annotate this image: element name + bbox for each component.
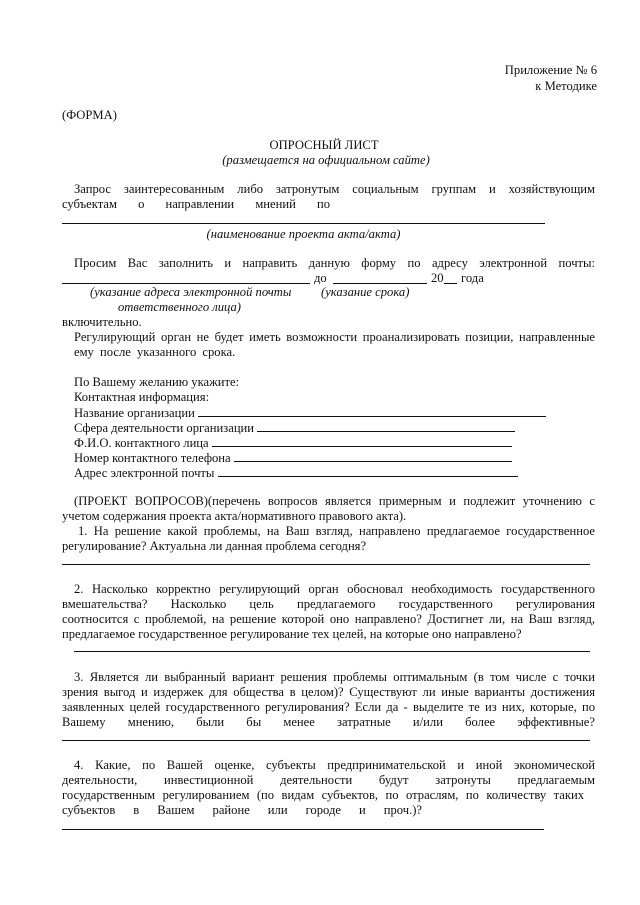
answer-2-field[interactable] xyxy=(74,651,590,652)
contact-field-org xyxy=(74,405,546,421)
activity-sphere-input[interactable] xyxy=(257,420,515,432)
contact-field-label: Ф.И.О. контактного лица xyxy=(74,436,209,450)
request-line-1: Запрос заинтересованным либо затронутым социальным группам и хозяйствующим xyxy=(74,182,595,196)
project-name-caption: (наименование проекта акта/акта) xyxy=(206,227,401,241)
contact-field-phone xyxy=(74,450,512,466)
project-name-field[interactable] xyxy=(62,223,545,224)
contact-field-name xyxy=(74,435,512,451)
question-4-line-3: государственным регулированием (по видам субъектов, по отраслям, по количеству таких xyxy=(62,788,584,802)
questions-intro-2: учетом содержания проекта акта/нормативного правового акта). xyxy=(62,509,407,523)
page-subtitle: (размещается на официальном сайте) xyxy=(222,153,430,167)
question-2-line-4: предлагаемое государственное регулирование тех целей, на которые оно направлено? xyxy=(62,627,522,641)
contact-field-label: Номер контактного телефона xyxy=(74,451,231,465)
year-field[interactable] xyxy=(444,283,457,284)
question-4-line-4: субъектов в Вашем районе или городе и проч.)? xyxy=(62,803,422,817)
question-1-line-1: 1. На решение какой проблемы, на Ваш взгляд, направлено предлагаемое государственное xyxy=(78,524,595,538)
contact-field-email xyxy=(74,465,518,481)
question-1-line-2: регулирование? Актуальна ли данная проблема сегодня? xyxy=(62,539,367,553)
question-3-line-3: заявленных целей государственного регулирования? Если да - выделите те из них, которые, по xyxy=(62,700,595,714)
question-4-line-2: деятельности, инвестиционной деятельности будут затронуты предлагаемым xyxy=(62,773,595,787)
email-caption-2: ответственного лица) xyxy=(118,300,241,314)
page-title: ОПРОСНЫЙ ЛИСТ xyxy=(269,138,379,152)
question-2-line-1: 2. Насколько корректно регулирующий орган обосновал необходимость государственного xyxy=(74,582,595,596)
answer-3-field[interactable] xyxy=(62,740,590,741)
until-label: до xyxy=(314,271,327,285)
question-4-line-1: 4. Какие, по Вашей оценке, субъекты предпринимательской и иной экономической xyxy=(74,758,595,772)
question-2-line-3: соотносится с проблемой, на решение которой оно направлено? Достигнет ли, на Ваш взгляд, xyxy=(62,612,595,626)
appendix-label: Приложение № 6 xyxy=(504,63,597,77)
contact-field-sphere xyxy=(74,420,515,436)
method-label: к Методике xyxy=(535,79,597,93)
answer-1-field[interactable] xyxy=(62,564,590,565)
answer-4-field[interactable] xyxy=(62,829,544,830)
contact-field-label: Сфера деятельности организации xyxy=(74,421,255,435)
send-instruction: Просим Вас заполнить и направить данную форму по адресу электронной почты: xyxy=(74,256,595,270)
contact-name-input[interactable] xyxy=(212,435,512,447)
form-label: (ФОРМА) xyxy=(62,108,117,122)
contact-heading: Контактная информация: xyxy=(74,390,210,404)
question-3-line-1: 3. Является ли выбранный вариант решения проблемы оптимальным (в том числе с точки xyxy=(74,670,595,684)
question-2-line-2: вмешательства? Насколько цель предлагаемого государственного регулирования xyxy=(62,597,595,611)
deadline-field[interactable] xyxy=(333,283,427,284)
question-3-line-2: зрения выгод и издержек для общества в целом)? Существуют ли иные варианты достижения xyxy=(62,685,595,699)
contact-intro: По Вашему желанию укажите: xyxy=(74,375,240,389)
phone-input[interactable] xyxy=(234,450,512,462)
deadline-caption: (указание срока) xyxy=(321,285,410,299)
organization-input[interactable] xyxy=(198,405,546,417)
year-suffix: года xyxy=(461,271,484,285)
contact-field-label: Название организации xyxy=(74,406,195,420)
question-3-line-4: Вашему мнению, были бы менее затратные и/или более эффективные? xyxy=(62,715,595,729)
contact-email-input[interactable] xyxy=(218,465,518,477)
deadline-note-2: ему после указанного срока. xyxy=(74,345,236,359)
deadline-note-1: Регулирующий орган не будет иметь возможности проанализировать позиции, направленные xyxy=(74,330,595,344)
year-prefix: 20 xyxy=(431,271,444,285)
contact-field-label: Адрес электронной почты xyxy=(74,466,215,480)
request-line-2: субъектам о направлении мнений по xyxy=(62,197,331,211)
email-field[interactable] xyxy=(62,283,310,284)
questions-intro-1: (ПРОЕКТ ВОПРОСОВ)(перечень вопросов является примерным и подлежит уточнению с xyxy=(74,494,595,508)
email-caption-1: (указание адреса электронной почты xyxy=(90,285,292,299)
inclusive-label: включительно. xyxy=(62,315,142,329)
